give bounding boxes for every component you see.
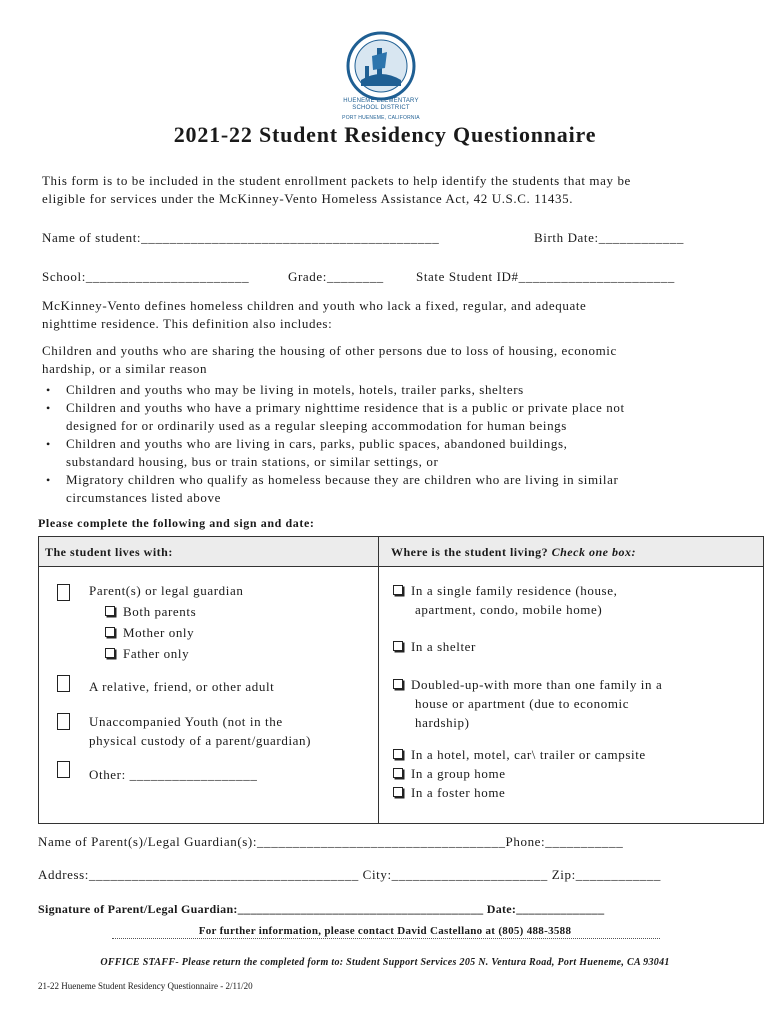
mother-only-checkbox[interactable] xyxy=(105,627,115,637)
unaccompanied-checkbox[interactable] xyxy=(57,713,70,730)
parent-guardian-checkbox[interactable] xyxy=(57,584,70,601)
grade-field[interactable]: Grade:________ xyxy=(288,269,384,284)
doubled-up-checkbox[interactable] xyxy=(393,679,403,689)
contact-info: For further information, please contact David Castellano at (805) 488-3588 xyxy=(198,925,572,937)
unaccompanied-option: Unaccompanied Youth (not in the physical custody of a parent/guardian) xyxy=(89,714,312,748)
hotel-checkbox[interactable] xyxy=(393,749,403,759)
office-staff-note: OFFICE STAFF- Please return the completed form to: Student Support Services 205 N. Ventura Road, Port Hueneme, CA 93041 xyxy=(100,957,670,968)
definition-text: McKinney-Vento defines homeless children and youth who lack a fixed, regular, and adequate nighttime residence. This definition also includes: xyxy=(42,298,587,331)
page-title: 2021-22 Student Residency Questionnaire xyxy=(173,122,597,147)
list-item: • Migratory children who qualify as homeless because they are children who are living in similar circumstances listed above xyxy=(42,471,625,507)
group-home-option[interactable]: In a group home xyxy=(393,764,506,783)
other-checkbox[interactable] xyxy=(57,761,70,778)
shelter-checkbox[interactable] xyxy=(393,641,403,651)
both-parents-option[interactable]: Both parents xyxy=(89,602,243,621)
other-option[interactable]: Other: __________________ xyxy=(89,767,258,782)
criteria-list xyxy=(42,381,625,507)
student-name-field[interactable]: Name of student:__________________________________________ xyxy=(42,230,440,245)
doubled-up-option[interactable]: Doubled-up-with more than one family in a house or apartment (due to economic hardship) xyxy=(393,675,662,732)
father-only-checkbox[interactable] xyxy=(105,648,115,658)
hotel-option[interactable]: In a hotel, motel, car\ trailer or campsite xyxy=(393,745,646,764)
instruction-text: Please complete the following and sign and date: xyxy=(38,516,315,530)
district-name: HUENEME ELEMENTARY SCHOOL DISTRICT PORT HUENEME, CALIFORNIA xyxy=(342,98,420,121)
list-item: • Children and youths who have a primary nighttime residence that is a public or private place not designed for or ordinarily used as a regular sleeping accommodation for human beings xyxy=(42,399,625,435)
relative-checkbox[interactable] xyxy=(57,675,70,692)
father-only-option[interactable]: Father only xyxy=(89,644,243,663)
living-situation-table xyxy=(38,536,764,824)
left-column-header: The student lives with: xyxy=(39,537,378,567)
foster-home-option[interactable]: In a foster home xyxy=(393,783,505,802)
parent-name-phone-field[interactable]: Name of Parent(s)/Legal Guardian(s):___________________________________Phone:___________ xyxy=(38,834,624,849)
signature-date-field[interactable]: Signature of Parent/Legal Guardian:_______________________________________ Date:______________ xyxy=(38,902,605,916)
definition-reason: Children and youths who are sharing the housing of other persons due to loss of housing, economic hardship, or a similar reason xyxy=(42,343,617,376)
parent-guardian-option: Parent(s) or legal guardian Both parents Mother only Father only xyxy=(89,583,244,661)
list-item: • Children and youths who are living in cars, parks, public spaces, abandoned buildings, substandard housing, bus or train stations, or similar settings, or xyxy=(42,435,625,471)
school-field[interactable]: School:_______________________ xyxy=(42,269,250,284)
footer-text: 21-22 Hueneme Student Residency Questionnaire - 2/11/20 xyxy=(38,981,253,991)
single-family-option[interactable]: In a single family residence (house, apartment, condo, mobile home) xyxy=(393,581,617,619)
shelter-option[interactable]: In a shelter xyxy=(393,637,476,656)
address-city-zip-field[interactable]: Address:______________________________________ City:______________________ Zip:____________ xyxy=(38,867,661,882)
foster-home-checkbox[interactable] xyxy=(393,787,403,797)
column-divider xyxy=(378,537,379,823)
mother-only-option[interactable]: Mother only xyxy=(89,623,243,642)
divider xyxy=(112,938,660,940)
group-home-checkbox[interactable] xyxy=(393,768,403,778)
relative-option: A relative, friend, or other adult xyxy=(89,679,275,694)
both-parents-checkbox[interactable] xyxy=(105,606,115,616)
list-item: • Children and youths who may be living in motels, hotels, trailer parks, shelters xyxy=(42,381,625,399)
intro-text: This form is to be included in the student enrollment packets to help identify the students that may be eligible for services under the McKinney-Vento Homeless Assistance Act, 42 U.S.C. 11435. xyxy=(42,173,631,206)
state-id-field[interactable]: State Student ID#______________________ xyxy=(416,269,675,284)
right-column-header: Where is the student living? Check one box: xyxy=(379,537,763,567)
single-family-checkbox[interactable] xyxy=(393,585,403,595)
birth-date-field[interactable]: Birth Date:____________ xyxy=(534,230,684,245)
